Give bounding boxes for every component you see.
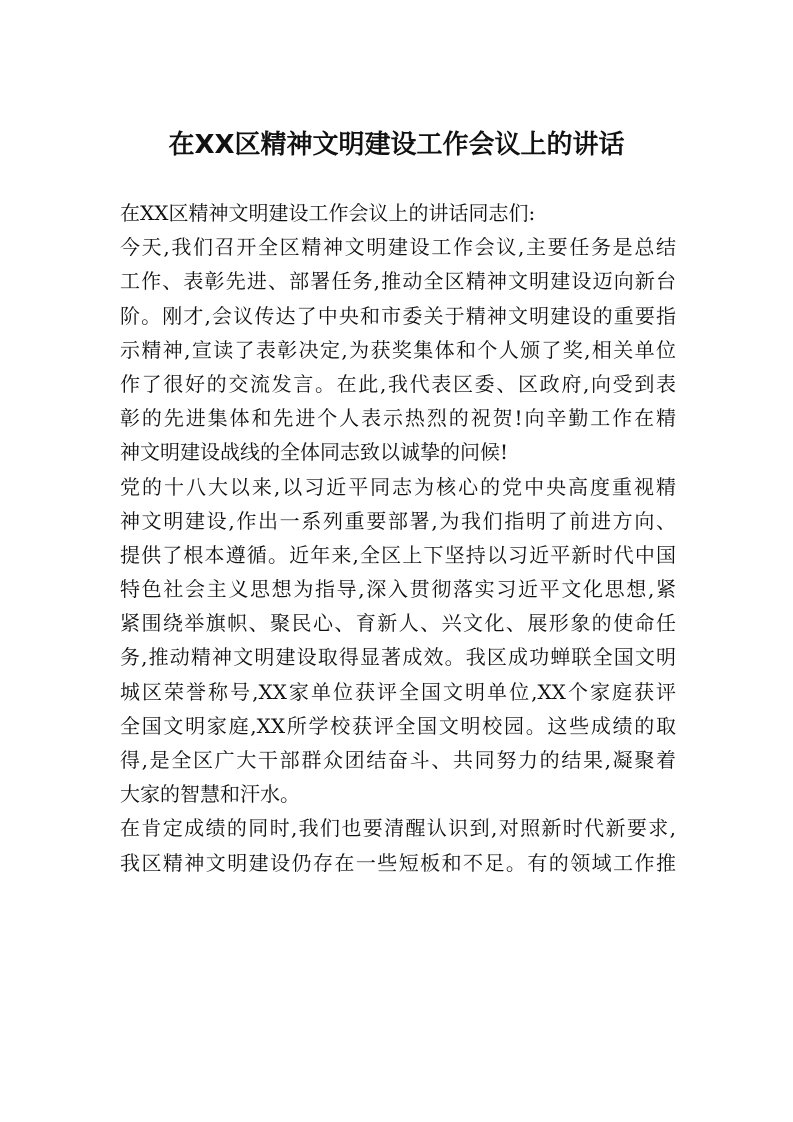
text-line: 紧围绕举旗帜、聚民心、育新人、兴文化、展形象的使命任 [120, 611, 676, 636]
text-line: 今天,我们召开全区精神文明建设工作会议,主要任务是总结 [120, 235, 676, 260]
text-line: 我区精神文明建设仍存在一些短板和不足。有的领域工作推 [120, 850, 676, 875]
paragraph-1 [120, 196, 676, 230]
document-body [120, 196, 676, 880]
text-line: 作了很好的交流发言。在此,我代表区委、区政府,向受到表 [120, 371, 676, 396]
paragraph-2 [120, 230, 676, 469]
text-line: 彰的先进集体和先进个人表示热烈的祝贺!向辛勤工作在精 [120, 406, 676, 431]
text-line: 党的十八大以来,以习近平同志为核心的党中央高度重视精 [120, 474, 676, 499]
text-line: 神文明建设,作出一系列重要部署,为我们指明了前进方向、 [120, 508, 676, 533]
text-line: 全国文明家庭,XX所学校获评全国文明校园。这些成绩的取 [120, 713, 676, 738]
text-line: 城区荣誉称号,XX家单位获评全国文明单位,XX个家庭获评 [120, 679, 676, 704]
text-line: 大家的智慧和汗水。 [120, 782, 300, 807]
paragraph-3 [120, 470, 676, 812]
text-line: 阶。刚才,会议传达了中央和市委关于精神文明建设的重要指 [120, 303, 676, 328]
document-title: 在XX区精神文明建设工作会议上的讲话 [168, 130, 625, 160]
text-line: 在肯定成绩的同时,我们也要清醒认识到,对照新时代新要求, [120, 816, 676, 841]
text-line: 特色社会主义思想为指导,深入贯彻落实习近平文化思想,紧 [120, 577, 676, 602]
paragraph-4 [120, 811, 676, 879]
text-line: 工作、表彰先进、部署任务,推动全区精神文明建设迈向新台 [120, 269, 676, 294]
text-line: 提供了根本遵循。近年来,全区上下坚持以习近平新时代中国 [120, 542, 676, 567]
text-line: 在XX区精神文明建设工作会议上的讲话同志们: [120, 201, 536, 225]
text-line: 神文明建设战线的全体同志致以诚挚的问候! [120, 440, 509, 465]
text-line: 示精神,宣读了表彰决定,为获奖集体和个人颁了奖,相关单位 [120, 337, 676, 362]
text-line: 务,推动精神文明建设取得显著成效。我区成功蝉联全国文明 [120, 645, 676, 670]
text-line: 得,是全区广大干部群众团结奋斗、共同努力的结果,凝聚着 [120, 748, 676, 772]
